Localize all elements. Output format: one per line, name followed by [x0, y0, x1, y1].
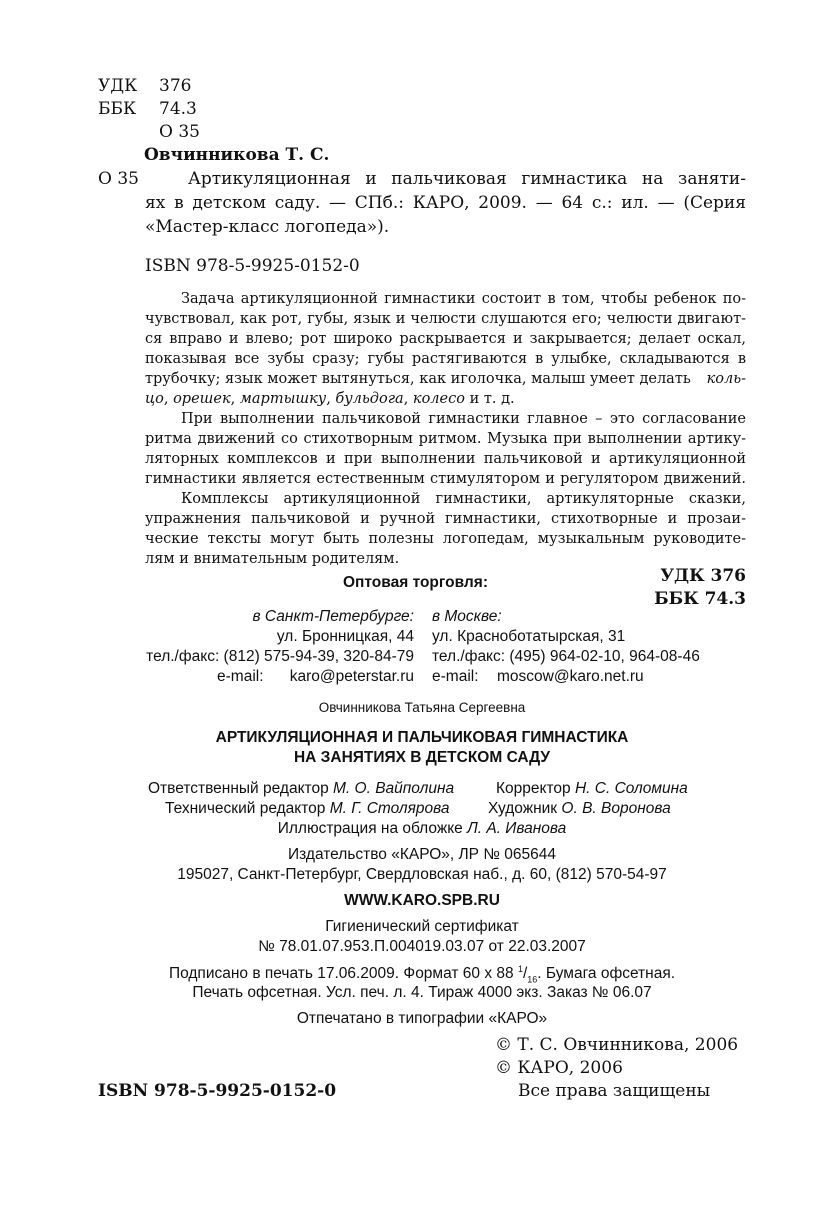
cover-illustration: [0, 820, 828, 838]
certificate-title: Гигиенический сертификат: [325, 918, 519, 935]
abstract-line: ляторных комплексов и при выполнении пальчиковой и артикуляционной: [145, 451, 746, 467]
format-fraction-den: 16: [527, 974, 538, 985]
spb-street: ул. Бронницкая, 44: [276, 628, 414, 645]
abstract-line: гимнастики является естественным стимулятором и регулятором движений.: [145, 471, 746, 487]
artist: [488, 800, 671, 818]
spb-email[interactable]: karo@peterstar.ru: [289, 668, 414, 685]
abstract-line: Комплексы артикуляционной гимнастики, артикуляторные сказки,: [181, 491, 746, 507]
msk-email-label: e-mail:: [432, 668, 479, 685]
corrector: [496, 780, 688, 798]
entry-isbn: ISBN 978-5-9925-0152-0: [145, 256, 360, 276]
abstract-line: показывая все зубы сразу; губы растягиваются в улыбке, складываются в: [145, 351, 746, 367]
technical-editor: [165, 800, 450, 818]
website-link[interactable]: WWW.KARO.SPB.RU: [344, 892, 500, 909]
credit-name: Н. С. Соломина: [574, 780, 688, 797]
credit-label: Иллюстрация на обложке: [277, 820, 468, 837]
abstract-line: ческие тексты могут быть полезны логопедам, музыкальным руководите-: [145, 531, 746, 547]
entry-line-2: ях в детском саду. — СПб.: КАРО, 2009. — 64 с.: ил. — (Серия: [145, 193, 746, 213]
entry-line-3: «Мастер-класс логопеда»).: [145, 217, 390, 237]
wholesale-title: Оптовая торговля:: [343, 574, 488, 591]
author-name: Овчинникова Т. С.: [144, 145, 330, 165]
abstract-line: чувствовал, как рот, губы, язык и челюсти слушаются его; челюсти двигают-: [145, 311, 746, 327]
book-title-line-1: АРТИКУЛЯЦИОННАЯ И ПАЛЬЧИКОВАЯ ГИМНАСТИКА: [215, 729, 629, 746]
credit-name: М. О. Вайполина: [333, 780, 455, 797]
print-info: . Бумага офсетная.: [537, 965, 676, 983]
abstract-italic-term: орешек: [173, 391, 231, 407]
signed-to-print: Подписано в печать 17.06.2009. Формат 60 х 88 $^1/_{16}$. Бумага офсетная.: [168, 964, 676, 985]
book-title-line-2: НА ЗАНЯТИЯХ В ДЕТСКОМ САДУ: [293, 749, 551, 766]
abstract-line: ся вправо и влево; рот широко раскрывается и закрывается; делает оскал,: [145, 331, 746, 347]
printed-at: Отпечатано в типографии «КАРО»: [296, 1010, 548, 1027]
credit-label: Технический редактор: [165, 800, 330, 817]
udk-value: 376: [159, 76, 192, 96]
bbk-label: ББК: [98, 99, 137, 119]
credit-name: О. В. Воронова: [561, 800, 671, 817]
spb-city: в Санкт-Петербурге:: [252, 608, 414, 625]
certificate-number: № 78.01.07.953.П.004019.03.07 от 22.03.2007: [258, 938, 586, 955]
abstract-line: ритма движений со стихотворным ритмом. Музыка при выполнении артику-: [145, 431, 746, 447]
print-details: Печать офсетная. Усл. печ. л. 4. Тираж 4000 экз. Заказ № 06.07: [192, 984, 652, 1001]
abstract-line: Задача артикуляционной гимнастики состоит в том, чтобы ребенок по-: [181, 291, 746, 307]
author-code: О 35: [159, 122, 200, 142]
copyright-author: © Т. С. Овчинникова, 2006: [495, 1035, 739, 1055]
credit-name: М. Г. Столярова: [329, 800, 450, 817]
abstract-italic-term: колесо: [412, 391, 465, 407]
entry-line-1: Артикуляционная и пальчиковая гимнастика на заняти-: [188, 169, 746, 189]
entry-code: О 35: [98, 169, 139, 189]
abstract-text: и т. д.: [464, 391, 515, 407]
credit-label: Ответственный редактор: [148, 780, 333, 797]
wholesale-bbk: ББК 74.3: [654, 589, 746, 609]
abstract-italic-term: бульдога: [335, 391, 404, 407]
msk-street: ул. Красноботатырская, 31: [432, 628, 626, 645]
abstract-italic-term: мартышку: [239, 391, 327, 407]
credit-label: Корректор: [496, 780, 575, 797]
publisher: Издательство «КАРО», ЛР № 065644: [288, 846, 556, 863]
spb-email-label: e-mail:: [217, 668, 264, 685]
credit-name: Л. А. Иванова: [467, 820, 567, 837]
responsible-editor: [148, 780, 454, 798]
format-fraction-num: 1: [517, 964, 523, 974]
abstract-line: упражнения пальчиковой и ручной гимнастики, стихотворные и прозаи-: [145, 511, 746, 527]
abstract-text: трубочку; язык может вытянуться, как иголочка, малыш умеет делать: [145, 371, 691, 387]
abstract-line: лям и внимательным родителям.: [145, 551, 400, 567]
print-info: Подписано в печать 17.06.2009. Формат 60 х 88: [168, 965, 518, 983]
bbk-value: 74.3: [159, 99, 197, 119]
abstract-italic-term: цо: [145, 391, 164, 407]
msk-city: в Москве:: [432, 608, 502, 625]
abstract-line: цо, орешек, мартышку, бульдога, колесо и т. д.: [145, 391, 515, 407]
credit-label: Художник: [488, 800, 562, 817]
spb-phone: тел./факс: (812) 575-94-39, 320-84-79: [146, 648, 414, 665]
abstract-line: При выполнении пальчиковой гимнастики главное – это согласование: [181, 411, 746, 427]
wholesale-udk: УДК 376: [660, 566, 746, 586]
publisher-address: 195027, Санкт-Петербург, Свердловская наб., д. 60, (812) 570-54-97: [177, 866, 667, 883]
abstract-line: [145, 371, 746, 387]
footer-isbn: ISBN 978-5-9925-0152-0: [98, 1081, 337, 1101]
rights-reserved: Все права защищены: [518, 1081, 711, 1101]
copyright-publisher: © КАРО, 2006: [495, 1058, 623, 1078]
udk-label: УДК: [98, 76, 138, 96]
msk-email[interactable]: moscow@karo.net.ru: [497, 668, 644, 685]
abstract-italic-term: коль-: [706, 371, 746, 387]
imprint-author: Овчинникова Татьяна Сергеевна: [318, 700, 526, 715]
msk-phone: тел./факс: (495) 964-02-10, 964-08-46: [432, 648, 700, 665]
